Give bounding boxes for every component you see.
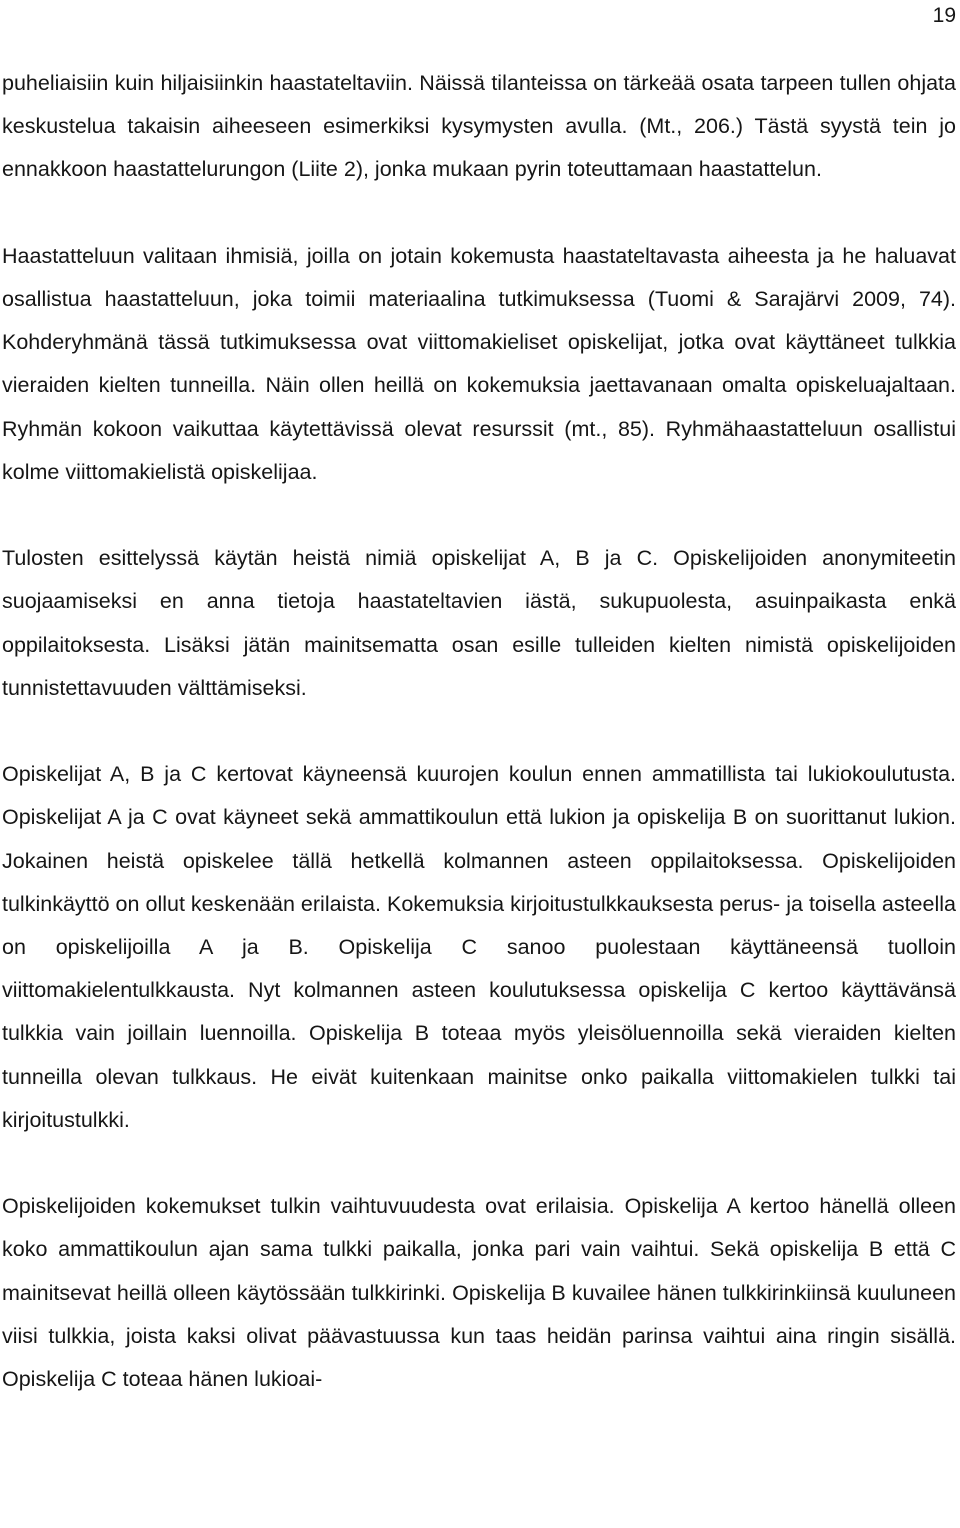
paragraph-education-background: Opiskelijat A, B ja C kertovat käyneensä kuurojen koulun ennen ammatillista tai lukiokoulutusta. Opiskelijat A ja C ovat käyneet sekä ammattikoulun että lukion ja opiskelija B on suorittanut lukion. Jokainen heistä opiskelee tällä hetkellä kolmannen asteen oppilaitoksessa. Opiskelijoiden tulkinkäyttö on ollut keskenään erilaista. Kokemuksia kirjoitustulkkauksesta perus- ja toisella asteella on opiskelijoilla A ja B. Opiskelija C sanoo puolestaan käyttäneensä tuolloin viittomakielentulkkausta. Nyt kolmannen asteen koulutuksessa opiskelija C kertoo käyttävänsä tulkkia vain joillain luennoilla. Opiskelija B toteaa myös yleisöluennoilla sekä vieraiden kielten tunneilla olevan tulkkaus. He eivät kuitenkaan mainitse onko paikalla viittomakielen tulkki tai kirjoitustulkki. — [2, 762, 956, 1132]
document-body — [2, 62, 956, 1401]
page-number: 19 — [932, 4, 956, 27]
paragraph-interview-guidance: puheliaisiin kuin hiljaisiinkin haastateltaviin. Näissä tilanteissa on tärkeää osata tarpeen tullen ohjata keskustelua takaisin aiheeseen esimerkiksi kysymysten avulla. (Mt., 206.) Tästä syystä tein jo ennakkoon haastattelurungon (Liite 2), jonka mukaan pyrin toteuttamaan haastattelun. — [2, 71, 956, 182]
paragraph-target-group: Haastatteluun valitaan ihmisiä, joilla on jotain kokemusta haastateltavasta aiheesta ja he haluavat osallistua haastatteluun, joka toimii materiaalina tutkimuksessa (Tuomi & Sarajärvi 2009, 74). Kohderyhmänä tässä tutkimuksessa ovat viittomakieliset opiskelijat, jotka ovat käyttäneet tulkkia vieraiden kielten tunneilla. Näin ollen heillä on kokemuksia jaettavanaan omalta opiskeluajaltaan. Ryhmän kokoon vaikuttaa käytettävissä olevat resurssit (mt., 85). Ryhmähaastatteluun osallistui kolme viittomakielistä opiskelijaa. — [2, 243, 956, 484]
paragraph-anonymity: Tulosten esittelyssä käytän heistä nimiä opiskelijat A, B ja C. Opiskelijoiden anonymiteetin suojaamiseksi en anna tietoja haastateltavien iästä, sukupuolesta, asuinpaikasta enkä oppilaitoksesta. Lisäksi jätän mainitsematta osan esille tulleiden kielten nimistä opiskelijoiden tunnistettavuuden välttämiseksi. — [2, 546, 956, 700]
paragraph-interpreter-turnover: Opiskelijoiden kokemukset tulkin vaihtuvuudesta ovat erilaisia. Opiskelija A kertoo hänellä olleen koko ammattikoulun ajan sama tulkki paikalla, jonka pari vain vaihtui. Sekä opiskelija B että C mainitsevat heillä olleen käytössään tulkkirinki. Opiskelija B kuvailee hänen tulkkirinkiinsä kuuluneen viisi tulkkia, joista kaksi olivat päävastuussa kun taas heidän parinsa vaihtui aina ringin sisällä. Opiskelija C toteaa hänen lukioai- — [2, 1194, 956, 1392]
